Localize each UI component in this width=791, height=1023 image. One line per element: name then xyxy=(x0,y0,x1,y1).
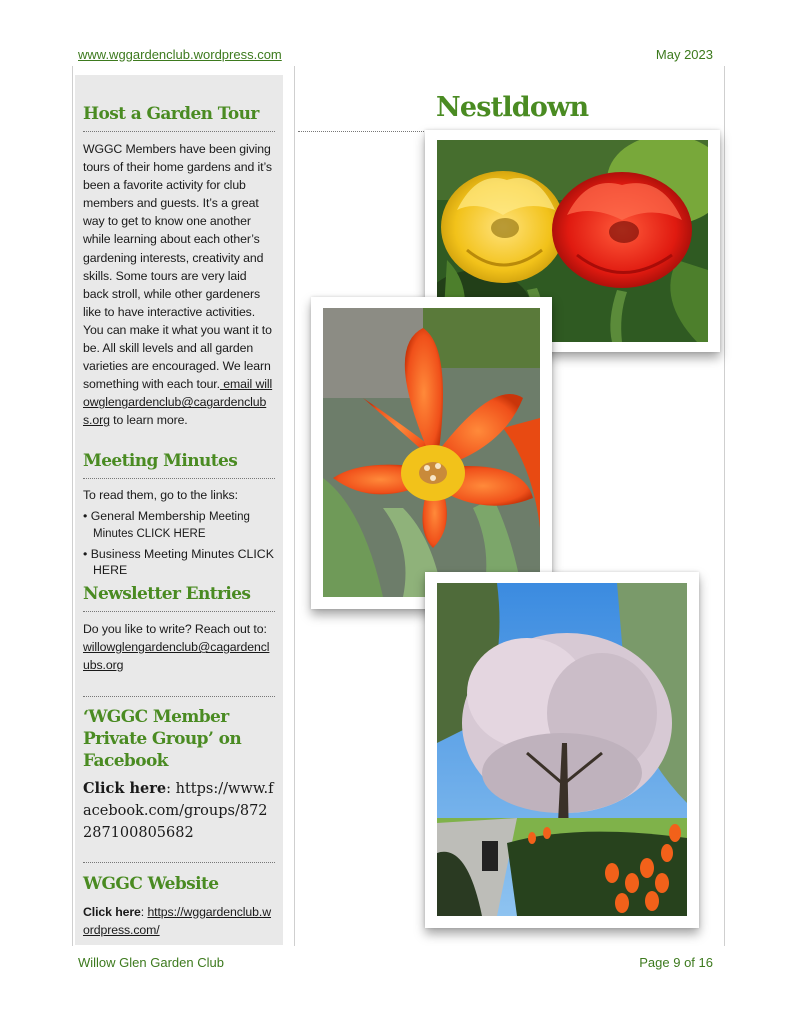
general-minutes-link[interactable]: CLICK HERE xyxy=(136,528,206,541)
garden-tour-body: WGGC Members have been giving tours of their home gardens and it’s been a favorite activity for club members and guests. It’s a great way to get to know one another while learning about each other’s gardening interests, creativity and skills. Some tours are very laid back stroll, while other gardeners like to have interactive activities. You can make it what you want it to be. All skill levels and all garden varieties are encouraged. We learn something with each tour. email willowglengardenclub@cagardenclubs.org to learn more. xyxy=(83,142,273,428)
footer-page-number: Page 9 of 16 xyxy=(639,955,713,970)
newsletter-email-link[interactable]: willowglengardenclub@cagardenclubs.org xyxy=(83,640,270,673)
orange-tulip-photo xyxy=(323,308,540,597)
website-section xyxy=(83,862,275,939)
facebook-title: ‘WGGC Member Private Group’ on Facebook xyxy=(83,707,242,771)
business-minutes-item: • Business Meeting Minutes CLICK HERE xyxy=(83,547,274,578)
facebook-link-paragraph: Click here: https://www.facebook.com/groups/872287100805682 xyxy=(83,780,274,841)
facebook-group-link[interactable]: https://www.facebook.com/groups/872287100805682 xyxy=(83,781,274,841)
website-title: WGGC Website xyxy=(83,874,219,894)
garden-tour-section xyxy=(83,103,275,430)
club-website-link[interactable]: https://wggardenclub.wordpress.com/ xyxy=(83,905,272,938)
footer-club-name: Willow Glen Garden Club xyxy=(78,955,224,970)
section-divider xyxy=(83,696,275,697)
minutes-intro: To read them, go to the links: xyxy=(83,488,238,502)
column-divider xyxy=(294,66,295,946)
flowering-tree-garden-photo xyxy=(437,583,687,916)
meeting-minutes-title: Meeting Minutes xyxy=(83,451,238,471)
section-divider xyxy=(83,862,275,863)
photo-frame-2 xyxy=(311,297,552,609)
website-link-paragraph: Click here: https://wggardenclub.wordpress.com/ xyxy=(83,905,272,938)
garden-tour-title: Host a Garden Tour xyxy=(83,104,259,124)
main-title: Nestldown xyxy=(436,92,589,123)
general-minutes-item: • General Membership Meeting Minutes CLICK HERE xyxy=(83,509,250,541)
left-border-line xyxy=(72,66,73,946)
newsletter-body: Do you like to write? Reach out to: xyxy=(83,622,267,636)
section-divider xyxy=(83,131,275,132)
right-border-line xyxy=(724,66,725,946)
garden-tour-email-link[interactable]: email willowglengardenclub@cagardenclubs.org xyxy=(83,377,273,428)
header-date: May 2023 xyxy=(655,47,713,62)
newsletter-section xyxy=(83,583,275,674)
section-divider xyxy=(83,478,275,479)
business-minutes-link[interactable]: CLICK HERE xyxy=(93,547,274,578)
newsletter-title: Newsletter Entries xyxy=(83,584,251,604)
facebook-section xyxy=(83,696,275,844)
meeting-minutes-section xyxy=(83,450,275,578)
photo-frame-3 xyxy=(425,572,699,928)
section-divider xyxy=(83,611,275,612)
header-website-link[interactable]: www.wggardenclub.wordpress.com xyxy=(78,47,282,62)
sidebar xyxy=(75,75,283,945)
